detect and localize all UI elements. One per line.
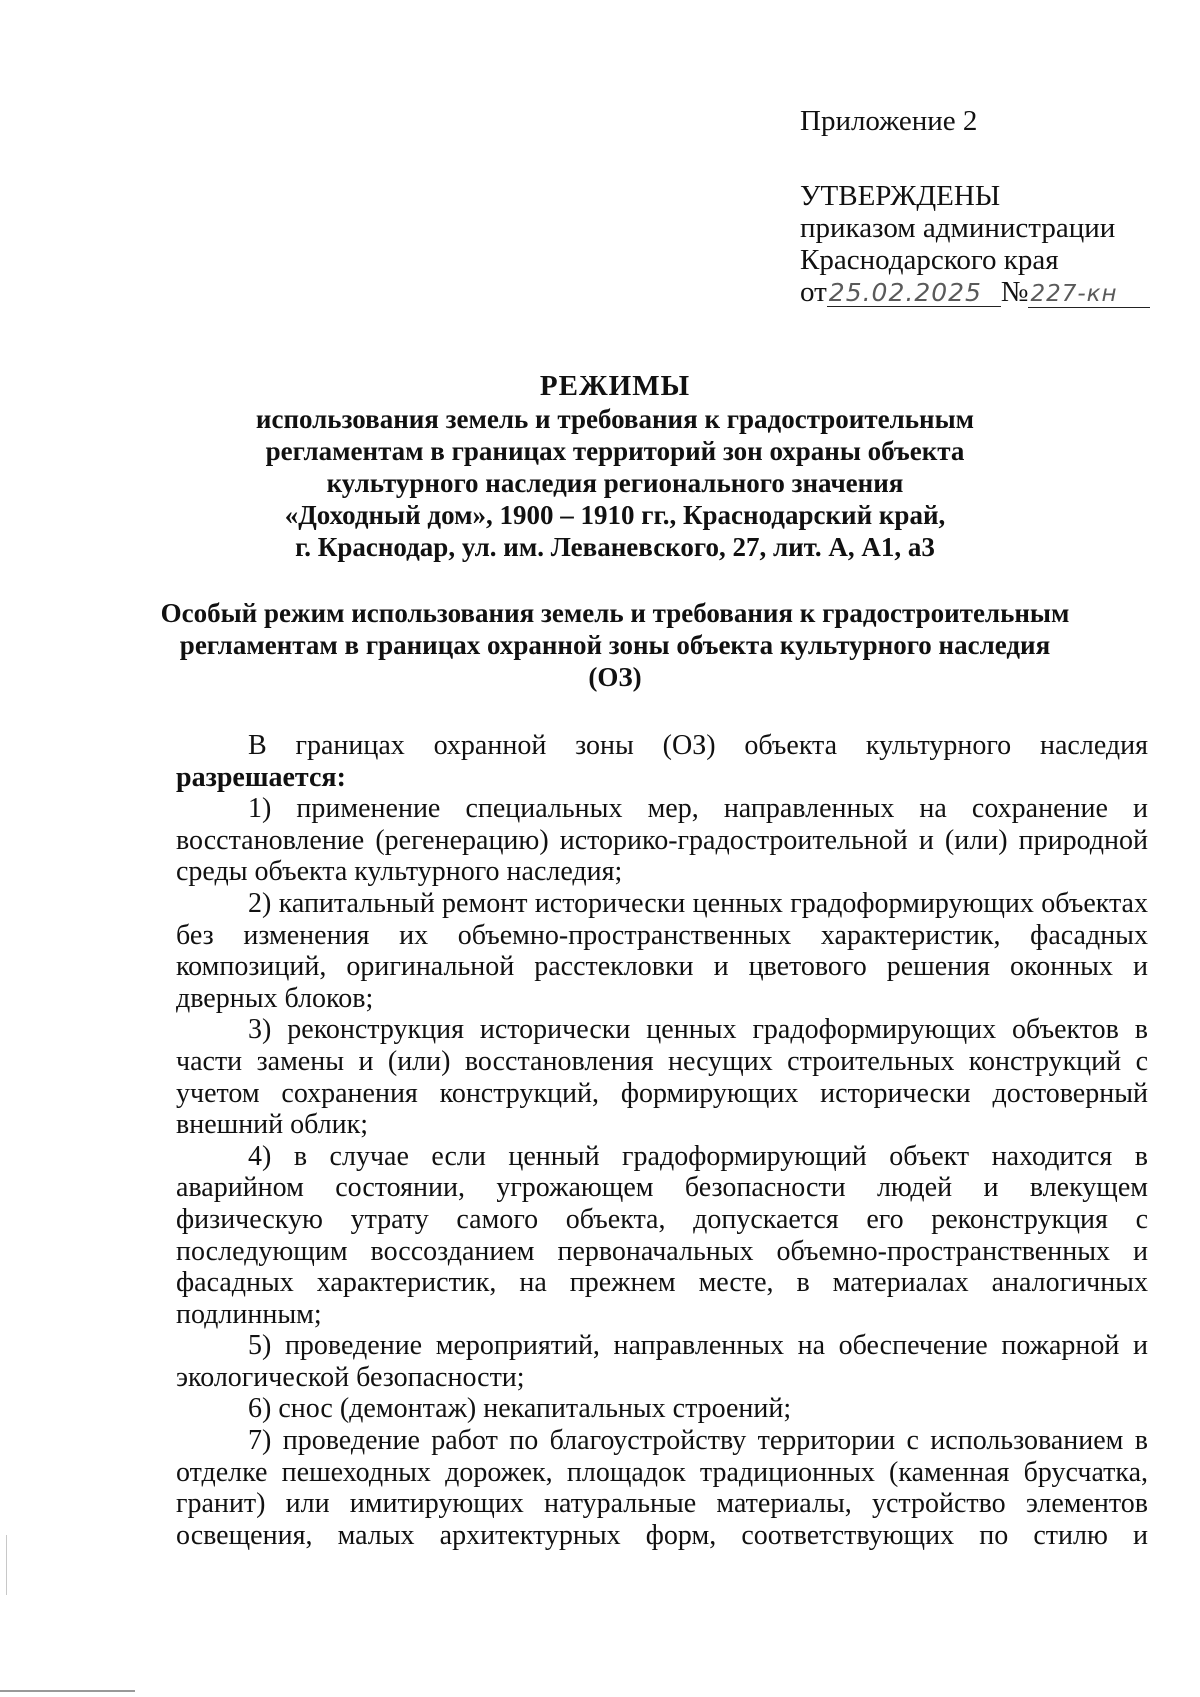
list-item: 6) снос (демонтаж) некапитальных строений; [248,1393,792,1425]
subtitle-line: регламентам в границах территорий зон охраны объекта [265,436,965,466]
subtitle-line: «Доходный дом», 1900 – 1910 гг., Краснодарский край, [284,500,946,530]
document-body [176,730,1148,1551]
document-subtitle [150,403,1080,563]
order-date-number-line [800,276,1150,308]
approved-by-line-2: Краснодарского края [800,244,1059,276]
list-item: 5) проведение мероприятий, направленных на обеспечение пожарной и экологической безопасности; [176,1330,1148,1393]
number-prefix: № [1000,276,1029,308]
section-heading [150,597,1080,693]
approval-block [800,180,1150,308]
date-prefix: от [800,276,827,308]
section-heading-line: (ОЗ) [588,662,642,692]
document-title: РЕЖИМЫ [539,370,691,402]
appendix-label: Приложение 2 [800,105,978,137]
intro-paragraph: В границах охранной зоны (ОЗ) объекта культурного наследия [248,730,1148,761]
scan-bottom-line [0,1690,135,1692]
section-heading-line: регламентам в границах охранной зоны объекта культурного наследия [179,630,1051,660]
approved-heading: УТВЕРЖДЕНЫ [800,180,1001,212]
handwritten-date: 25.02.2025 [827,280,1001,307]
section-heading-line: Особый режим использования земель и требования к градостроительным [160,598,1070,628]
list-item: 1) применение специальных мер, направленных на сохранение и восстановление (регенерацию) историко-градостроительной и (или) природной среды объекта культурного наследия; [176,793,1148,888]
approved-by-line-1: приказом администрации [800,212,1116,244]
subtitle-line: использования земель и требования к градостроительным [255,404,975,434]
list-item: 4) в случае если ценный градоформирующий объект находится в аварийном состоянии, угрожающем безопасности людей и влекущем физическую утрату самого объекта, допускается его реконструкция с последующим воссозданием первоначальных объемно-пространственных и фасадных характеристик, на прежнем месте, в материалах аналогичных подлинным; [176,1140,1148,1330]
list-item: 7) проведение работ по благоустройству территории с использованием в отделке пешеходных дорожек, площадок традиционных (каменная брусчатка, гранит) или имитирующих натуральные материалы, устройство элементов освещения, малых архитектурных форм, соответствующих по стилю и [176,1425,1148,1551]
subtitle-line: культурного наследия регионального значения [326,468,904,498]
handwritten-number: 227-кн [1028,281,1150,308]
allowed-label: разрешается: [176,761,346,793]
list-item: 3) реконструкция исторически ценных градоформирующих объектов в части замены и (или) восстановления несущих строительных конструкций с учетом сохранения конструкций, формирующих исторически достоверный внешний облик; [176,1014,1148,1141]
scan-edge-mark [6,1535,7,1595]
subtitle-line: г. Краснодар, ул. им. Леваневского, 27, лит. А, А1, а3 [295,532,935,562]
list-item: 2) капитальный ремонт исторически ценных градоформирующих объектах без изменения их объемно-пространственных характеристик, фасадных композиций, оригинальной расстекловки и цветового решения оконных и дверных блоков; [176,887,1148,1014]
